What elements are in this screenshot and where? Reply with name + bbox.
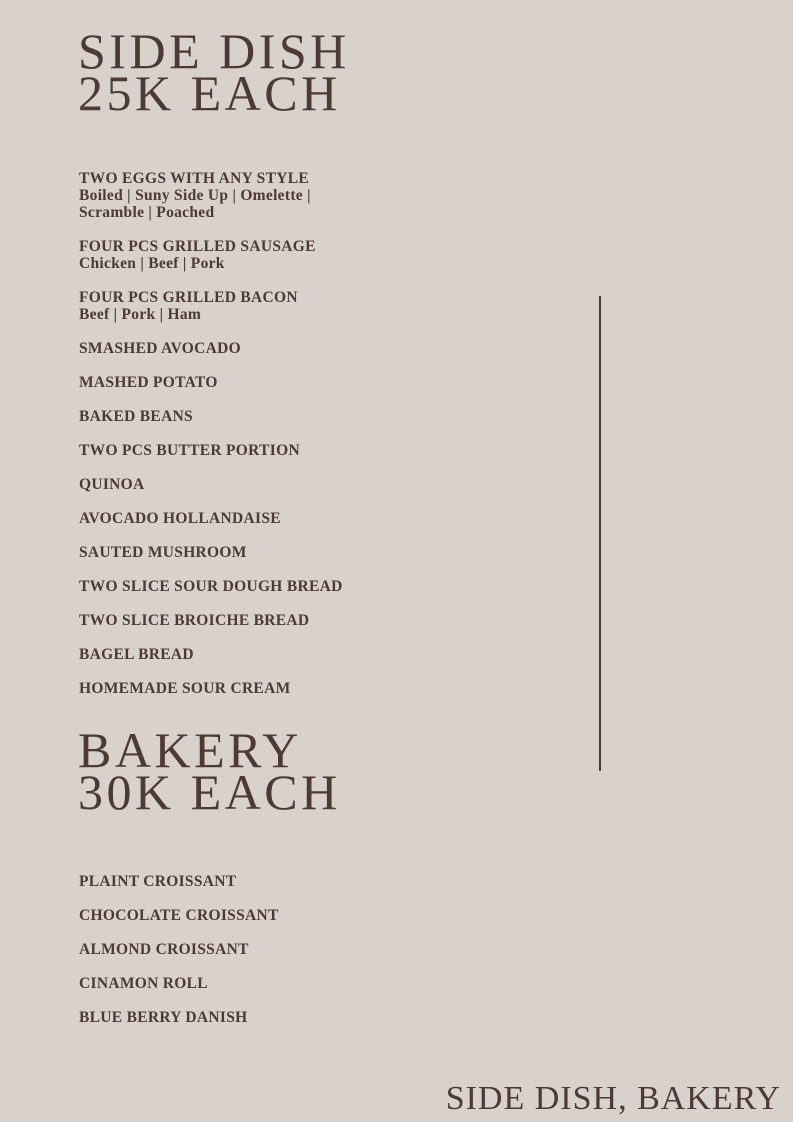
menu-item-subtitle: Chicken | Beef | Pork: [79, 255, 225, 272]
menu-item-title: TWO PCS BUTTER PORTION: [79, 442, 300, 459]
menu-item-sour-cream: [79, 680, 343, 697]
menu-item-title: MASHED POTATO: [79, 374, 218, 391]
side-dish-heading-line2: 25K EACH: [78, 65, 341, 121]
menu-item-sauted-mushroom: [79, 544, 343, 561]
menu-item-sour-dough-bread: [79, 578, 343, 595]
menu-item-title: ALMOND CROISSANT: [79, 941, 249, 958]
page-footer: [446, 1080, 781, 1118]
footer-label: SIDE DISH, BAKERY: [445, 1080, 781, 1117]
menu-item-blueberry-danish: [79, 1009, 279, 1026]
menu-item-title: SMASHED AVOCADO: [79, 340, 241, 357]
menu-item-smashed-avocado: [79, 340, 343, 357]
bakery-heading: [78, 722, 341, 820]
menu-item-title: AVOCADO HOLLANDAISE: [79, 510, 281, 527]
menu-item-title: QUINOA: [79, 476, 145, 493]
menu-item-title: TWO SLICE SOUR DOUGH BREAD: [79, 578, 343, 595]
menu-item-title: BAGEL BREAD: [79, 646, 194, 663]
bakery-list: [79, 873, 279, 1043]
bakery-heading-line2: 30K EACH: [78, 764, 341, 820]
menu-item-avocado-hollandaise: [79, 510, 343, 527]
menu-item-title: HOMEMADE SOUR CREAM: [79, 680, 291, 697]
menu-item-title: SAUTED MUSHROOM: [79, 544, 247, 561]
menu-item-subtitle: Scramble | Poached: [79, 204, 215, 221]
menu-item-mashed-potato: [79, 374, 343, 391]
menu-item-title: TWO EGGS WITH ANY STYLE: [79, 170, 309, 187]
menu-item-subtitle: Boiled | Suny Side Up | Omelette |: [79, 187, 311, 204]
bakery-heading-line1: BAKERY: [78, 722, 302, 778]
menu-item-subtitle: Beef | Pork | Ham: [79, 306, 202, 323]
menu-item-title: FOUR PCS GRILLED BACON: [79, 289, 298, 306]
menu-item-broiche-bread: [79, 612, 343, 629]
menu-item-title: BLUE BERRY DANISH: [79, 1009, 248, 1026]
menu-item-butter-portion: [79, 442, 343, 459]
menu-item-chocolate-croissant: [79, 907, 279, 924]
menu-item-almond-croissant: [79, 941, 279, 958]
menu-item-bagel-bread: [79, 646, 343, 663]
menu-item-title: PLAINT CROISSANT: [79, 873, 237, 890]
menu-item-title: FOUR PCS GRILLED SAUSAGE: [79, 238, 316, 255]
menu-item-title: CINAMON ROLL: [79, 975, 208, 992]
menu-item-plaint-croissant: [79, 873, 279, 890]
menu-item-title: TWO SLICE BROICHE BREAD: [79, 612, 310, 629]
menu-item-grilled-sausage: [79, 238, 343, 272]
menu-item-baked-beans: [79, 408, 343, 425]
menu-item-cinamon-roll: [79, 975, 279, 992]
menu-item-title: BAKED BEANS: [79, 408, 193, 425]
side-dish-heading: [78, 23, 350, 121]
vertical-divider: [599, 296, 601, 771]
menu-item-quinoa: [79, 476, 343, 493]
menu-item-two-eggs: [79, 170, 343, 221]
menu-item-title: CHOCOLATE CROISSANT: [79, 907, 279, 924]
menu-item-grilled-bacon: [79, 289, 343, 323]
side-dish-heading-line1: SIDE DISH: [78, 23, 350, 79]
side-dish-list: [79, 170, 343, 714]
